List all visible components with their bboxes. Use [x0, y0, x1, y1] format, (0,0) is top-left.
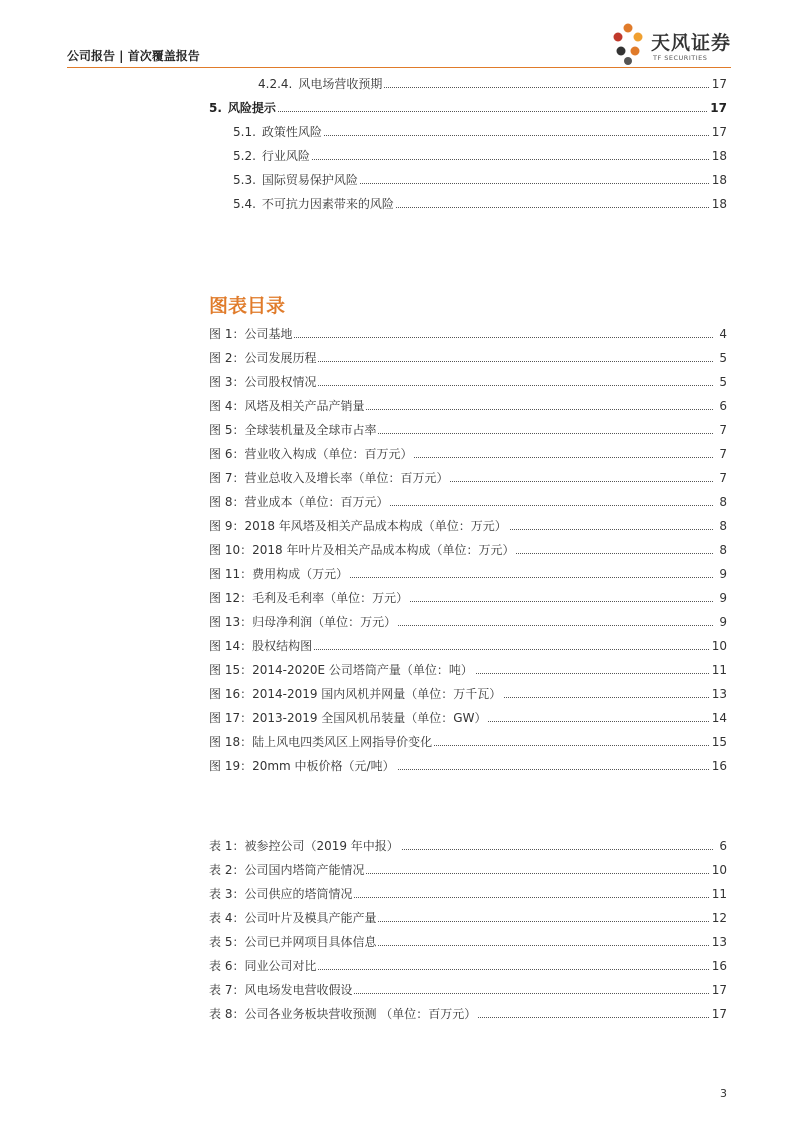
figure-list-item[interactable]: 图 10：2018 年叶片及相关产品成本构成（单位：万元） 8 — [209, 543, 727, 557]
figure-list-item[interactable]: 图 15：2014-2020E 公司塔筒产量（单位：吨） 11 — [209, 663, 727, 677]
figure-list-item[interactable]: 图 16：2014-2019 国内风机并网量（单位：万千瓦） 13 — [209, 687, 727, 701]
figure-page-number: 16 — [711, 759, 727, 773]
table-page-number: 16 — [711, 959, 727, 973]
table-page-number: 13 — [711, 935, 727, 949]
tf-securities-logo — [611, 22, 731, 66]
figure-list-item[interactable]: 图 17：2013-2019 全国风机吊装量（单位：GW） 14 — [209, 711, 727, 725]
figure-list-item[interactable]: 图 7：营业总收入及增长率（单位：百万元） 7 — [209, 471, 727, 485]
table-list-item[interactable]: 表 6：同业公司对比 16 — [209, 959, 727, 973]
figure-page-number: 10 — [711, 639, 727, 653]
table-list-item[interactable]: 表 1：被参控公司（2019 年中报） 6 — [209, 839, 727, 853]
figure-page-number: 6 — [719, 399, 727, 413]
table-page-number: 10 — [711, 863, 727, 877]
toc-page-number: 18 — [711, 197, 727, 211]
page-number: 3 — [720, 1087, 727, 1100]
figure-list-item[interactable]: 图 4：风塔及相关产品产销量 6 — [209, 399, 727, 413]
figure-list-item[interactable]: 图 1：公司基地 4 — [209, 327, 727, 341]
toc-page-number: 18 — [711, 173, 727, 187]
figure-list-item[interactable]: 图 19：20mm 中板价格（元/吨） 16 — [209, 759, 727, 773]
figure-page-number: 11 — [711, 663, 727, 677]
report-type-label: 公司报告 | 首次覆盖报告 — [67, 49, 200, 63]
header-divider — [67, 67, 731, 68]
toc-item[interactable]: 5.3. 国际贸易保护风险 18 — [233, 173, 727, 187]
table-page-number: 17 — [711, 983, 727, 997]
figure-list-item[interactable]: 图 5：全球装机量及全球市占率 7 — [209, 423, 727, 437]
table-list-item[interactable]: 表 5：公司已并网项目具体信息 13 — [209, 935, 727, 949]
table-page-number: 12 — [711, 911, 727, 925]
figure-list-item[interactable]: 图 8：营业成本（单位：百万元） 8 — [209, 495, 727, 509]
toc-item[interactable]: 5.4. 不可抗力因素带来的风险 18 — [233, 197, 727, 211]
figure-page-number: 14 — [711, 711, 727, 725]
table-list-item[interactable]: 表 3：公司供应的塔筒情况 11 — [209, 887, 727, 901]
table-list-item[interactable]: 表 8：公司各业务板块营收预测 （单位：百万元） 17 — [209, 1007, 727, 1021]
toc-page-number: 17 — [711, 77, 727, 91]
toc-item[interactable]: 5. 风险提示 17 — [209, 101, 727, 115]
figure-page-number: 5 — [719, 351, 727, 365]
table-page-number: 11 — [711, 887, 727, 901]
figure-page-number: 7 — [719, 423, 727, 437]
figure-page-number: 9 — [719, 615, 727, 629]
figure-page-number: 13 — [711, 687, 727, 701]
figure-list-item[interactable]: 图 18：陆上风电四类风区上网指导价变化 15 — [209, 735, 727, 749]
figure-page-number: 7 — [719, 471, 727, 485]
table-page-number: 17 — [711, 1007, 727, 1021]
figure-page-number: 9 — [719, 591, 727, 605]
toc-item[interactable]: 5.1. 政策性风险 17 — [233, 125, 727, 139]
logo-english-text: TF SECURITIES — [653, 54, 708, 62]
figure-list-item[interactable]: 图 14：股权结构图 10 — [209, 639, 727, 653]
figure-page-number: 7 — [719, 447, 727, 461]
figure-page-number: 15 — [711, 735, 727, 749]
figure-page-number: 8 — [719, 543, 727, 557]
toc-page-number: 17 — [711, 125, 727, 139]
table-list-item[interactable]: 表 2：公司国内塔筒产能情况 10 — [209, 863, 727, 877]
figure-list-item[interactable]: 图 3：公司股权情况 5 — [209, 375, 727, 389]
figure-list-item[interactable]: 图 11：费用构成（万元） 9 — [209, 567, 727, 581]
logo-chinese-text: 天风证券 — [651, 32, 732, 54]
figure-list-item[interactable]: 图 12：毛利及毛利率（单位：万元） 9 — [209, 591, 727, 605]
toc-item[interactable]: 4.2.4. 风电场营收预期 17 — [258, 77, 727, 91]
figure-list-item[interactable]: 图 13：归母净利润（单位：万元） 9 — [209, 615, 727, 629]
figure-page-number: 8 — [719, 519, 727, 533]
figures-section-title: 图表目录 — [209, 295, 286, 317]
toc-page-number: 18 — [711, 149, 727, 163]
toc-page-number: 17 — [710, 101, 727, 115]
table-list-item[interactable]: 表 7：风电场发电营收假设 17 — [209, 983, 727, 997]
figure-list-item[interactable]: 图 9：2018 年风塔及相关产品成本构成（单位：万元） 8 — [209, 519, 727, 533]
figure-page-number: 9 — [719, 567, 727, 581]
figure-list-item[interactable]: 图 6：营业收入构成（单位：百万元） 7 — [209, 447, 727, 461]
toc-item[interactable]: 5.2. 行业风险 18 — [233, 149, 727, 163]
table-list-item[interactable]: 表 4：公司叶片及模具产能产量 12 — [209, 911, 727, 925]
page-header — [67, 0, 731, 70]
figure-page-number: 8 — [719, 495, 727, 509]
figure-page-number: 4 — [719, 327, 727, 341]
logo-flower-icon — [611, 22, 645, 66]
figure-page-number: 5 — [719, 375, 727, 389]
table-page-number: 6 — [719, 839, 727, 853]
figure-list-item[interactable]: 图 2：公司发展历程 5 — [209, 351, 727, 365]
